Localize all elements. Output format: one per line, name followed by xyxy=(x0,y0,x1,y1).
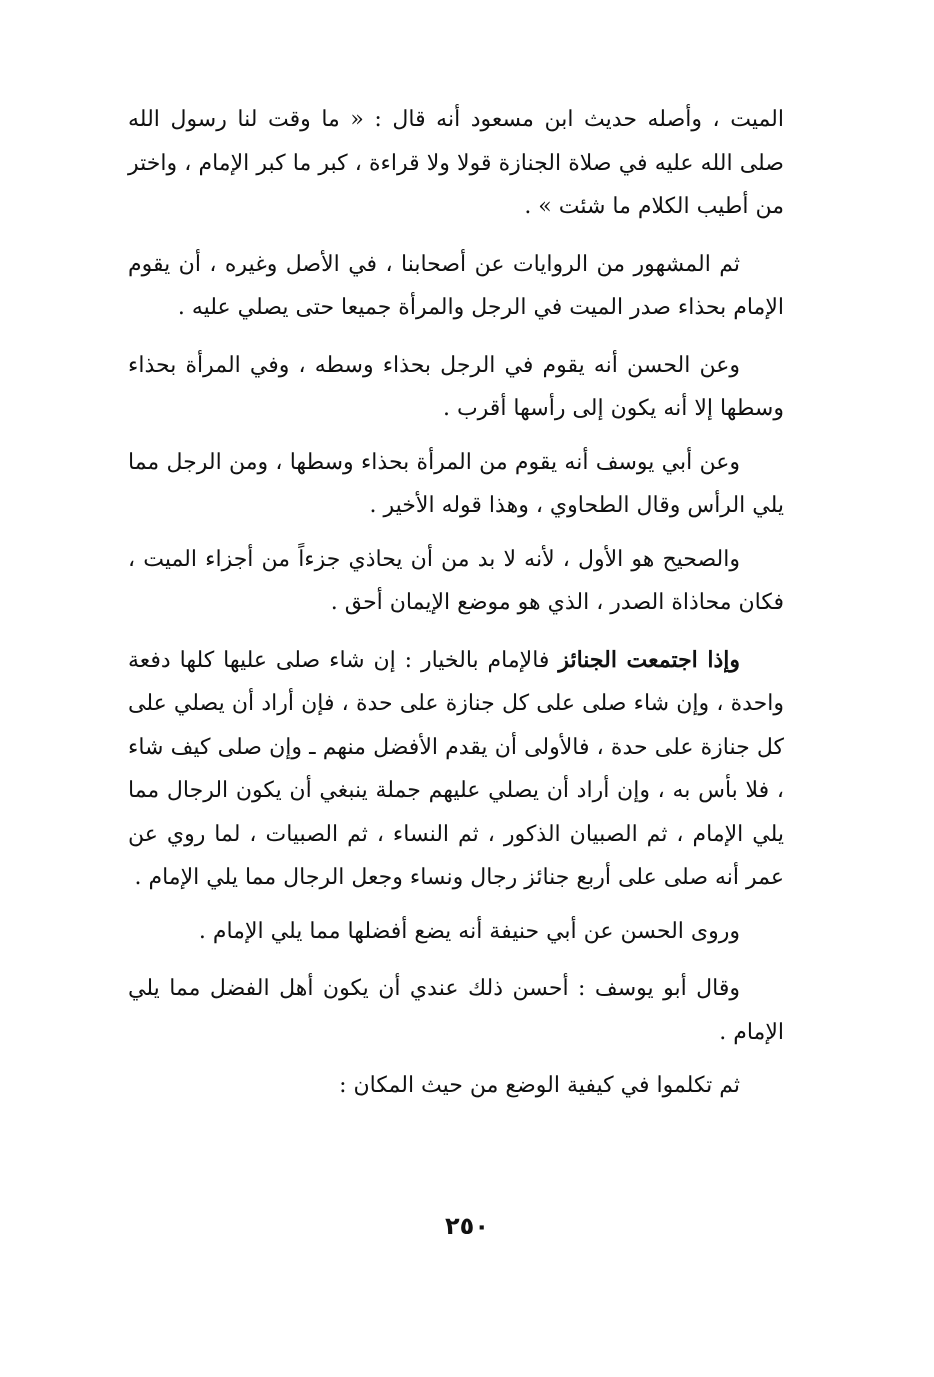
paragraph-7-text: وروى الحسن عن أبي حنيفة أنه يضع أفضلها مما يلي الإمام . xyxy=(198,918,740,944)
page-body xyxy=(128,98,784,1108)
paragraph-9-text: ثم تكلموا في كيفية الوضع من حيث المكان : xyxy=(339,1073,740,1098)
paragraph-1-text: الميت ، وأصله حديث ابن مسعود أنه قال : « ما وقت لنا رسول الله صلى الله عليه في صلاة الجنازة قولا ولا قراءة ، كبر ما كبر الإمام ، واختر من أطيب الكلام ما شئت » . xyxy=(128,107,784,219)
paragraph-5-text: والصحيح هو الأول ، لأنه لا بد من أن يحاذي جزءاً من أجزاء الميت ، فكان محاذاة الصدر ، الذي هو موضع الإيمان أحق . xyxy=(128,546,784,615)
paragraph-6 xyxy=(128,639,784,900)
paragraph-7 xyxy=(128,910,784,954)
paragraph-2 xyxy=(128,243,784,330)
paragraph-6-text: فالإمام بالخيار : إن شاء صلى عليها كلها دفعة واحدة ، وإن شاء صلى على كل جنازة على حدة ، فإن أراد أن يصلي على كل جنازة على حدة ، فالأولى أن يقدم الأفضل منهم ـ وإن صلى كيف شاء ، فلا بأس به ، وإن أراد أن يصلي عليهم جملة ينبغي أن يكون الرجال مما يلي الإمام ، ثم الصبيان الذكور ، ثم النساء ، ثم الصبيات ، لما روي عن عمر أنه صلى على أربع جنائز رجال ونساء وجعل الرجال مما يلي الإمام . xyxy=(128,647,784,890)
section-lead: وإذا اجتمعت الجنائز xyxy=(558,646,741,673)
page-number: ٢٥٠ xyxy=(445,1212,489,1240)
paragraph-4 xyxy=(128,441,784,528)
paragraph-2-text: ثم المشهور من الروايات عن أصحابنا ، في الأصل وغيره ، أن يقوم الإمام بحذاء صدر الميت في الرجل والمرأة جميعا حتى يصلي عليه . xyxy=(128,251,784,320)
paragraph-4-text: وعن أبي يوسف أنه يقوم من المرأة بحذاء وسطها ، ومن الرجل مما يلي الرأس وقال الطحاوي ، وهذا قوله الأخير . xyxy=(128,449,784,518)
paragraph-9 xyxy=(128,1064,784,1108)
paragraph-8 xyxy=(128,967,784,1054)
paragraph-8-text: وقال أبو يوسف : أحسن ذلك عندي أن يكون أهل الفضل مما يلي الإمام . xyxy=(128,976,784,1045)
paragraph-3 xyxy=(128,344,784,431)
paragraph-1 xyxy=(128,98,784,229)
paragraph-5 xyxy=(128,538,784,625)
paragraph-3-text: وعن الحسن أنه يقوم في الرجل بحذاء وسطه ، وفي المرأة بحذاء وسطها إلا أنه يكون إلى رأسها أقرب . xyxy=(128,352,784,421)
